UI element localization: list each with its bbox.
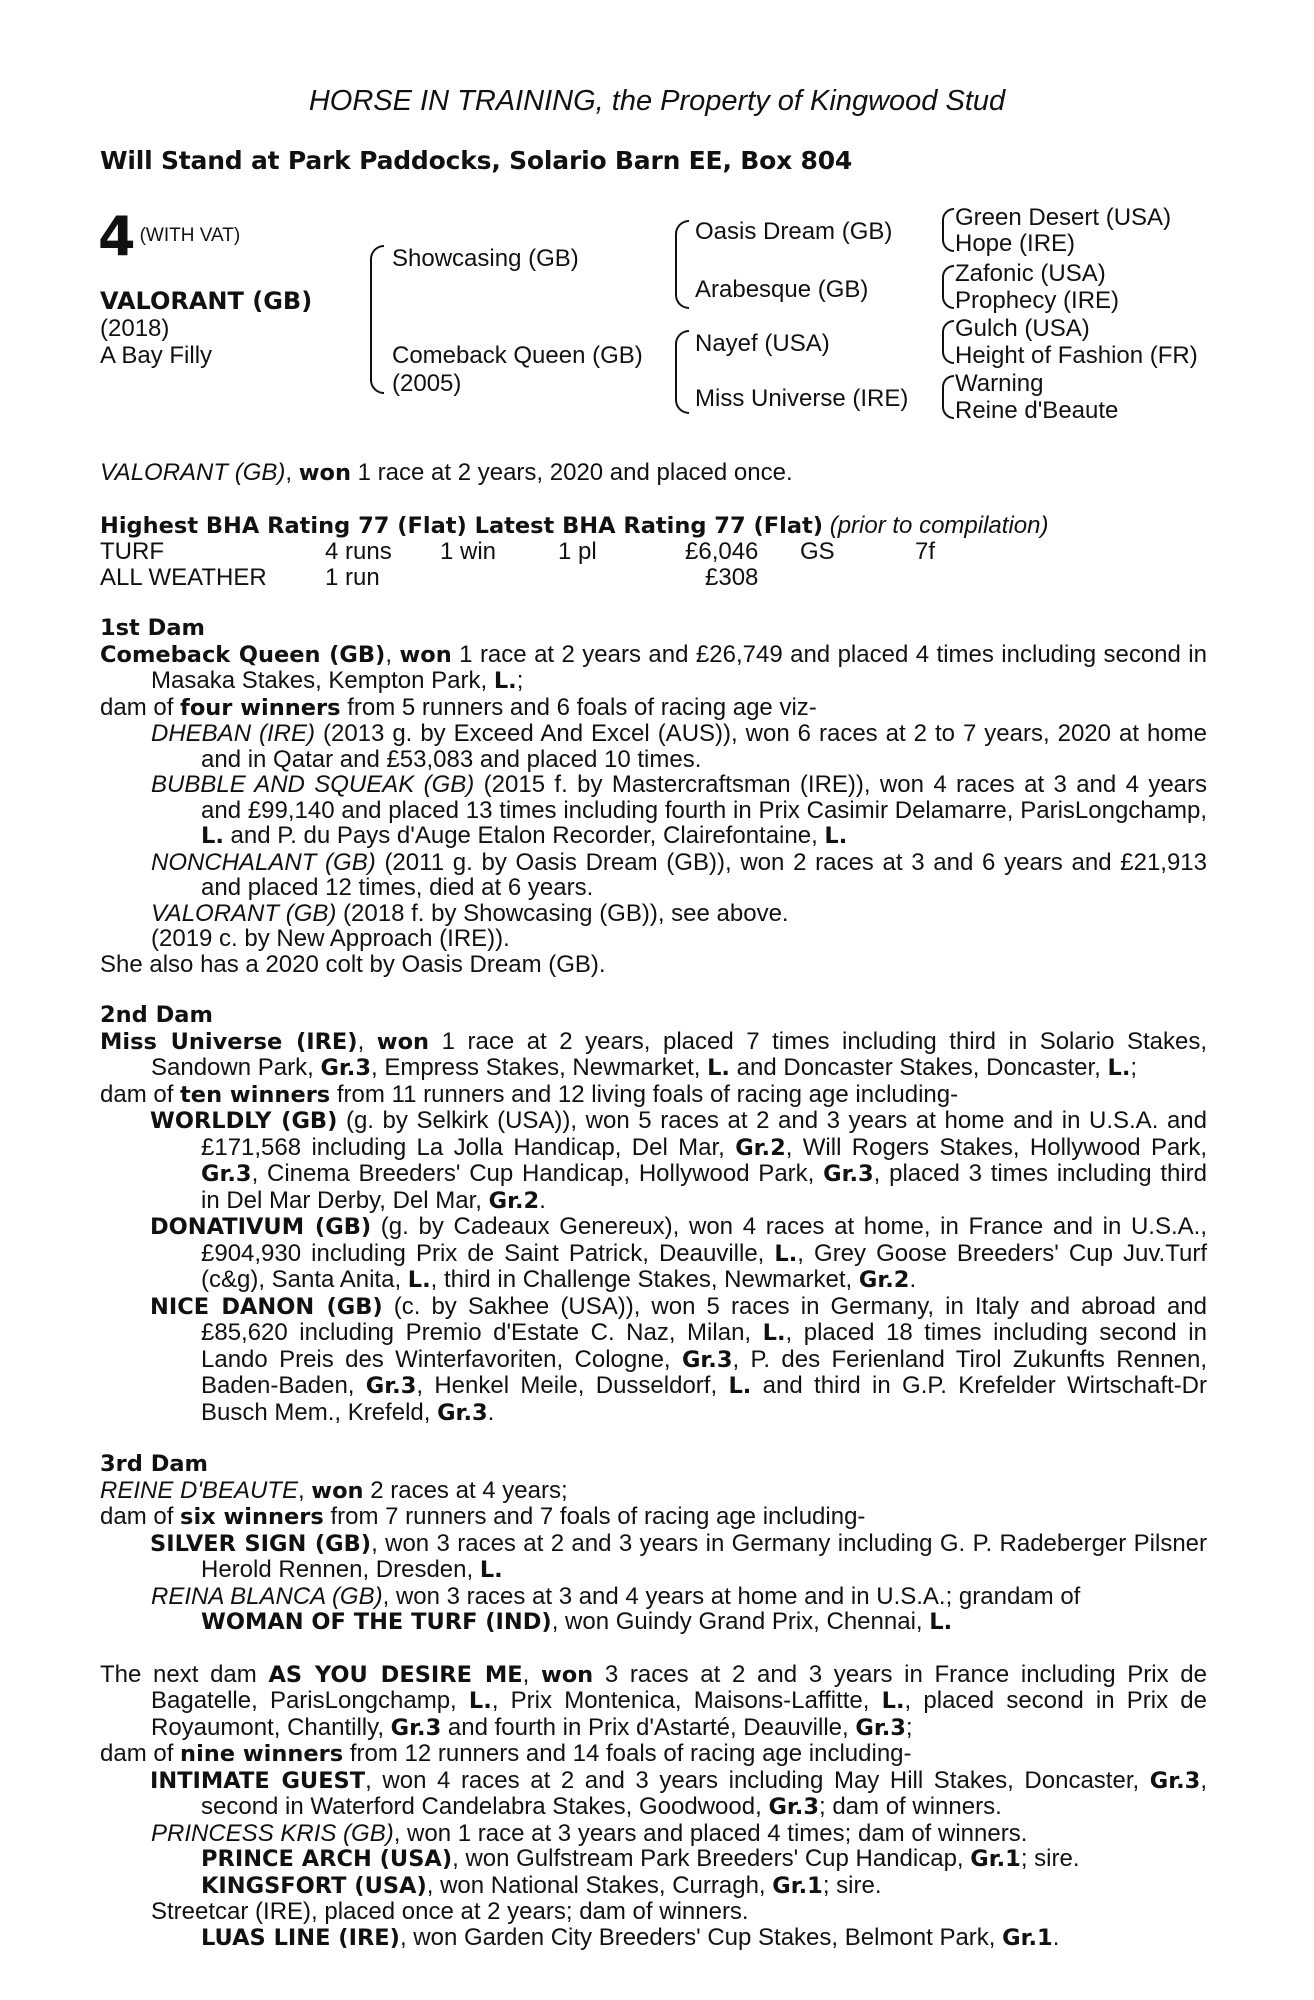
rating-note: (prior to compilation) — [829, 511, 1049, 539]
horse-name: VALORANT (GB) — [100, 287, 313, 315]
produce-entry: BUBBLE AND SQUEAK (GB) (2015 f. by Mastercraftsman (IRE)), won 4 races at 3 and 4 years and £99,140 and placed 13 times including fourth in Prix Casimir Delamarre, ParisLongchamp, L. and P. du Pays d'Auge Etalon Recorder, Clairefontaine, L. — [151, 771, 1208, 849]
horse-description: A Bay Filly — [100, 342, 213, 369]
second-dam-section: 2nd Dam Miss Universe (IRE), won 1 race at 2 years, placed 7 times including third in Solario Stakes, Sandown Park, Gr.3, Empress Stakes, Newmarket, L. and Doncaster Stakes, Doncaster, L.; dam of ten winners from 11 runners and 12 living foals of racing age including- WORLDLY (GB) (g. by Selkirk (USA)), won 5 races at 2 and 3 years at home and in U.S.A. and £171,568 including La Jolla Handicap, Del Mar, Gr.2, Will Rogers Stakes, Hollywood Park, Gr.3, Cinema Breeders' Cup Handicap, Hollywood Park, Gr.3, placed 3 times including third in Del Mar Derby, Del Mar, Gr.2. DONATIVUM (GB) (g. by Cadeaux Genereux), won 4 races at home, in France and in U.S.A., £904,930 including Prix de Saint Patrick, Deauville, L., Grey Goose Breeders' Cup Juv.Turf (c&g), Santa Anita, L., third in Challenge Stakes, Newmarket, Gr.2. NICE DANON (GB) (c. by Sakhee (USA)), won 5 races in Germany, in Italy and abroad and £85,620 including Premio d'Estate C. Naz, Milan, L., placed 18 times including second in Lando Preis des Winterfavoriten, Cologne, Gr.3, P. des Ferienland Tirol Zukunfts Rennen, Baden-Baden, Gr.3, Henkel Meile, Dusseldorf, L. and third in G.P. Krefelder Wirtschaft-Dr Busch Mem., Krefeld, Gr.3. — [100, 1002, 1208, 1426]
race-summary: VALORANT (GB), won 1 race at 2 years, 2020 and placed once. — [100, 459, 793, 486]
vat-label: (WITH VAT) — [139, 225, 241, 246]
produce-entry: WOMAN OF THE TURF (IND), won Guindy Grand Prix, Chennai, L. — [201, 1608, 953, 1635]
sire: Showcasing (GB) — [392, 245, 579, 272]
sire-sire-dam: Hope (IRE) — [955, 230, 1076, 257]
page-title: HORSE IN TRAINING, the Property of Kingwood Stud — [308, 85, 1006, 117]
pedigree-bracket — [370, 245, 384, 394]
produce-entry: PRINCESS KRIS (GB), won 1 race at 3 years and placed 4 times; dam of winners. — [151, 1819, 1028, 1847]
dam-dam: Miss Universe (IRE) — [695, 385, 909, 412]
produce-entry: (2019 c. by New Approach (IRE)). — [151, 925, 510, 952]
sire-sire-sire: Green Desert (USA) — [955, 204, 1172, 231]
produce-entry: Streetcar (IRE), placed once at 2 years; dam of winners. — [151, 1898, 749, 1925]
produce-entry: NONCHALANT (GB) (2011 g. by Oasis Dream (GB)), won 2 races at 3 and 6 years and £21,913 and placed 12 times, died at 6 years. — [151, 848, 1207, 901]
produce-entry: DHEBAN (IRE) (2013 g. by Exceed And Excel (AUS)), won 6 races at 2 to 7 years, 2020 at home and in Qatar and £53,083 and placed 10 times. — [151, 720, 1208, 773]
sire-sire: Oasis Dream (GB) — [695, 218, 893, 245]
produce-entry: INTIMATE GUEST, won 4 races at 2 and 3 years including May Hill Stakes, Doncaster, Gr.3, second in Waterford Candelabra Stakes, Goodwood, Gr.3; dam of winners. — [150, 1766, 1207, 1820]
pedigree-bracket — [675, 330, 689, 414]
produce-entry: VALORANT (GB) (2018 f. by Showcasing (GB)), see above. — [151, 899, 789, 927]
sire-dam-dam: Prophecy (IRE) — [955, 287, 1120, 314]
lot-block — [98, 205, 241, 268]
horse-year: (2018) — [100, 315, 170, 342]
produce-entry: SILVER SIGN (GB), won 3 races at 2 and 3 years in Germany including G. P. Radeberger Pilsner Herold Rennen, Dresden, L. — [150, 1529, 1208, 1583]
all-weather-row: ALL WEATHER 1 run £308 — [100, 563, 759, 591]
produce-entry: DONATIVUM (GB) (g. by Cadeaux Genereux), won 4 races at home, in France and in U.S.A., £904,930 including Prix de Saint Patrick, Deauville, L., Grey Goose Breeders' Cup Juv.Turf (c&g), Santa Anita, L., third in Challenge Stakes, Newmarket, Gr.2. — [150, 1213, 1207, 1293]
pedigree-bracket — [942, 320, 954, 364]
third-dam-section: 3rd Dam REINE D'BEAUTE, won 2 races at 4 years; dam of six winners from 7 runners and 7 foals of racing age including- SILVER SIGN (GB), won 3 races at 2 and 3 years in Germany including G. P. Radeberger Pilsner Herold Rennen, Dresden, L. REINA BLANCA (GB), won 3 races at 3 and 4 years at home and in U.S.A.; grandam of WOMAN OF THE TURF (IND), won Guindy Grand Prix, Chennai, L. — [100, 1451, 1208, 1635]
next-dam-section: The next dam AS YOU DESIRE ME, won 3 races at 2 and 3 years in France including Prix de Bagatelle, ParisLongchamp, L., Prix Montenica, Maisons-Laffitte, L., placed second in Prix de Royaumont, Chantilly, Gr.3 and fourth in Prix d'Astarté, Deauville, Gr.3; dam of nine winners from 12 runners and 14 foals of racing age including- INTIMATE GUEST, won 4 races at 2 and 3 years including May Hill Stakes, Doncaster, Gr.3, second in Waterford Candelabra Stakes, Goodwood, Gr.3; dam of winners. PRINCESS KRIS (GB), won 1 race at 3 years and placed 4 times; dam of winners. PRINCE ARCH (USA), won Gulfstream Park Breeders' Cup Handicap, Gr.1; sire. KINGSFORT (USA), won National Stakes, Curragh, Gr.1; sire. Streetcar (IRE), placed once at 2 years; dam of winners. LUAS LINE (IRE), won Garden City Breeders' Cup Stakes, Belmont Park, Gr.1. — [100, 1660, 1208, 1951]
produce-entry: LUAS LINE (IRE), won Garden City Breeders' Cup Stakes, Belmont Park, Gr.1. — [201, 1923, 1060, 1951]
pedigree-bracket — [942, 375, 954, 419]
first-dam-section: 1st Dam Comeback Queen (GB), won 1 race at 2 years and £26,749 and placed 4 times including second in Masaka Stakes, Kempton Park, L.; dam of four winners from 5 runners and 6 foals of racing age viz- DHEBAN (IRE) (2013 g. by Exceed And Excel (AUS)), won 6 races at 2 to 7 years, 2020 at home and in Qatar and £53,083 and placed 10 times. BUBBLE AND SQUEAK (GB) (2015 f. by Mastercraftsman (IRE)), won 4 races at 3 and 4 years and £99,140 and placed 13 times including fourth in Prix Casimir Delamarre, ParisLongchamp, L. and P. du Pays d'Auge Etalon Recorder, Clairefontaine, L. NONCHALANT (GB) (2011 g. by Oasis Dream (GB)), won 2 races at 3 and 6 years and £21,913 and placed 12 times, died at 6 years. VALORANT (GB) (2018 f. by Showcasing (GB)), see above. (2019 c. by New Approach (IRE)). She also has a 2020 colt by Oasis Dream (GB). — [100, 615, 1208, 978]
dam-dam-sire: Warning — [955, 370, 1044, 397]
produce-entry: PRINCE ARCH (USA), won Gulfstream Park Breeders' Cup Handicap, Gr.1; sire. — [201, 1845, 1080, 1872]
sire-dam: Arabesque (GB) — [695, 276, 869, 303]
bha-rating — [100, 513, 1207, 591]
produce-entry: KINGSFORT (USA), won National Stakes, Curragh, Gr.1; sire. — [201, 1871, 882, 1899]
catalogue-content — [100, 460, 1207, 1951]
dam-year: (2005) — [392, 370, 462, 397]
dam-dam-dam: Reine d'Beaute — [955, 397, 1119, 424]
produce-entry: WORLDLY (GB) (g. by Selkirk (USA)), won 5 races at 2 and 3 years at home and in U.S.A. and £171,568 including La Jolla Handicap, Del Mar, Gr.2, Will Rogers Stakes, Hollywood Park, Gr.3, Cinema Breeders' Cup Handicap, Hollywood Park, Gr.3, placed 3 times including third in Del Mar Derby, Del Mar, Gr.2. — [150, 1107, 1208, 1214]
section-heading: 1st Dam — [100, 615, 205, 641]
pedigree-bracket — [675, 220, 689, 309]
lot-number: 4 — [98, 205, 136, 268]
dam-sire-sire: Gulch (USA) — [955, 315, 1090, 342]
section-heading: 2nd Dam — [100, 1002, 213, 1028]
produce-entry: REINA BLANCA (GB), won 3 races at 3 and 4 years at home and in U.S.A.; grandam of — [151, 1582, 1081, 1610]
rating-text: Highest BHA Rating 77 (Flat) Latest BHA Rating 77 (Flat) — [100, 512, 824, 539]
produce-entry: NICE DANON (GB) (c. by Sakhee (USA)), won 5 races in Germany, in Italy and abroad and £85,620 including Premio d'Estate C. Naz, Milan, L., placed 18 times including second in Lando Preis des Winterfavoriten, Cologne, Gr.3, P. des Ferienland Tirol Zukunfts Rennen, Baden-Baden, Gr.3, Henkel Meile, Dusseldorf, L. and third in G.P. Krefelder Wirtschaft-Dr Busch Mem., Krefeld, Gr.3. — [150, 1292, 1208, 1426]
dam: Comeback Queen (GB) — [392, 342, 643, 369]
horse-info — [100, 288, 312, 369]
turf-row: TURF 4 runs 1 win 1 pl £6,046 GS 7f — [100, 538, 936, 565]
sire-dam-sire: Zafonic (USA) — [955, 260, 1106, 287]
pedigree-bracket — [942, 208, 954, 252]
location-subtitle: Will Stand at Park Paddocks, Solario Barn EE, Box 804 — [100, 146, 853, 175]
pedigree-bracket — [942, 265, 954, 309]
dam-sire: Nayef (USA) — [695, 330, 830, 357]
dam-sire-dam: Height of Fashion (FR) — [955, 342, 1198, 369]
produce-note: She also has a 2020 colt by Oasis Dream (GB). — [100, 950, 606, 978]
section-heading: 3rd Dam — [100, 1451, 208, 1477]
